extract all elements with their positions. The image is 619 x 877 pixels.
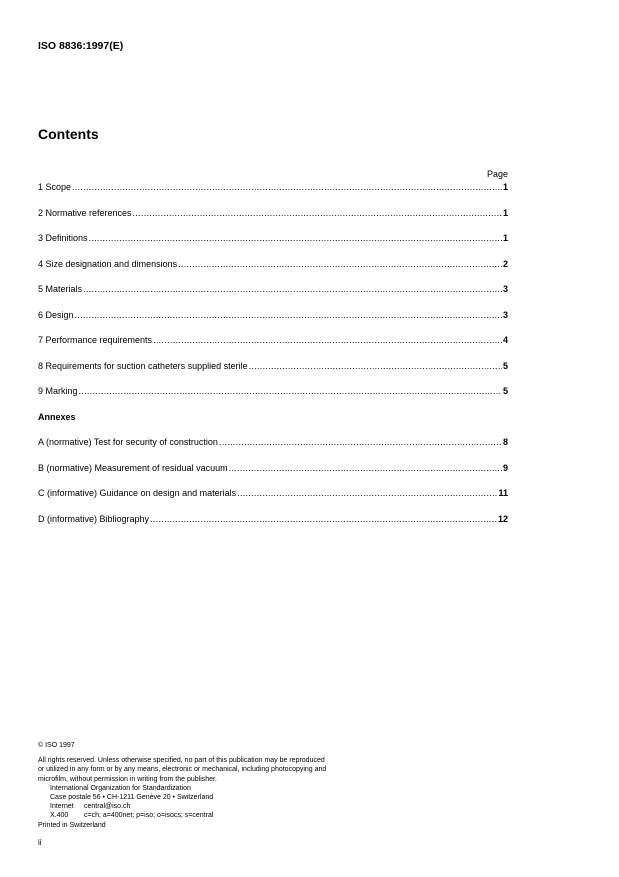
toc-entry-label: 2 Normative references <box>38 207 132 218</box>
toc-annex-entry[interactable] <box>38 437 508 463</box>
toc-entry-page: 3 <box>502 309 508 320</box>
copyright-notice: © ISO 1997 <box>38 742 75 749</box>
x400-label: X.400 <box>50 812 69 820</box>
leader-dots <box>219 437 502 447</box>
toc-entry-page: 8 <box>502 437 508 447</box>
organization-name: International Organization for Standardization <box>50 784 191 792</box>
toc-entry-label: C (informative) Guidance on design and materials <box>38 488 237 498</box>
annexes-heading: Annexes <box>38 411 76 422</box>
table-of-contents <box>38 182 508 539</box>
contents-title: Contents <box>38 126 99 142</box>
toc-entry-label: 7 Performance requirements <box>38 335 153 345</box>
toc-entry-label: D (informative) Bibliography <box>38 513 150 524</box>
toc-entry-label: 8 Requirements for suction catheters supplied sterile <box>38 360 248 371</box>
toc-entry-label: B (normative) Measurement of residual vacuum <box>38 462 228 473</box>
toc-entry[interactable] <box>38 259 508 285</box>
leader-dots <box>178 259 502 269</box>
toc-entry-page: 5 <box>502 386 508 396</box>
internet-label: Internet <box>50 803 74 811</box>
leader-dots <box>237 488 497 498</box>
toc-entry-page: 1 <box>502 207 508 218</box>
rights-line: or utilized in any form or by any means, electronic or mechanical, including photocopying and <box>38 766 327 774</box>
leader-dots <box>153 335 502 345</box>
toc-entry-label: 3 Definitions <box>38 233 88 243</box>
toc-entry-page: 11 <box>498 488 508 498</box>
leader-dots <box>229 463 502 473</box>
toc-entry-label: A (normative) Test for security of construction <box>38 437 218 447</box>
leader-dots <box>249 361 502 371</box>
toc-entry-label: 1 Scope <box>38 182 72 192</box>
document-id: ISO 8836:1997(E) <box>38 40 124 52</box>
toc-entry-page: 12 <box>497 513 508 524</box>
toc-entry-label: 4 Size designation and dimensions <box>38 258 178 269</box>
internet-contact <box>38 802 326 811</box>
printed-in: Printed in Switzerland <box>38 821 106 829</box>
toc-entry-label: 6 Design <box>38 309 74 320</box>
leader-dots <box>89 233 502 243</box>
leader-dots <box>75 310 502 320</box>
toc-annex-entry[interactable] <box>38 463 508 489</box>
rights-line: microfilm, without permission in writing from the publisher. <box>38 775 217 783</box>
toc-entry-page: 5 <box>502 360 508 371</box>
toc-entry-page: 3 <box>502 284 508 294</box>
toc-entry-page: 1 <box>502 182 508 192</box>
leader-dots <box>133 208 502 218</box>
toc-entry-page: 9 <box>502 462 508 473</box>
toc-entry[interactable] <box>38 182 508 208</box>
x400-contact <box>38 811 326 820</box>
toc-entry[interactable] <box>38 284 508 310</box>
leader-dots <box>79 386 502 396</box>
postal-address: Case postale 56 • CH-1211 Genève 20 • Switzerland <box>50 794 214 802</box>
toc-entry-page: 4 <box>502 335 508 345</box>
toc-entry[interactable] <box>38 233 508 259</box>
copyright-block <box>38 741 326 830</box>
toc-entry[interactable] <box>38 335 508 361</box>
toc-entry-page: 1 <box>502 233 508 243</box>
leader-dots <box>83 284 502 294</box>
toc-entry[interactable] <box>38 361 508 387</box>
rights-line: All rights reserved. Unless otherwise specified, no part of this publication may be reproduced <box>38 757 325 765</box>
x400-address: c=ch; a=400net; p=iso; o=isocs; s=central <box>84 812 214 820</box>
toc-entry-label: 9 Marking <box>38 386 78 396</box>
toc-entry-label: 5 Materials <box>38 284 83 294</box>
internet-address: central@iso.ch <box>84 803 131 811</box>
toc-annex-entry[interactable] <box>38 488 508 514</box>
toc-entry[interactable] <box>38 310 508 336</box>
page-number: ii <box>38 838 42 847</box>
toc-annex-entry[interactable] <box>38 514 508 540</box>
toc-entry[interactable] <box>38 208 508 234</box>
leader-dots <box>72 182 502 192</box>
page-column-label: Page <box>486 169 508 179</box>
toc-entry-page: 2 <box>502 258 508 269</box>
leader-dots <box>150 514 497 524</box>
toc-entry[interactable] <box>38 386 508 412</box>
